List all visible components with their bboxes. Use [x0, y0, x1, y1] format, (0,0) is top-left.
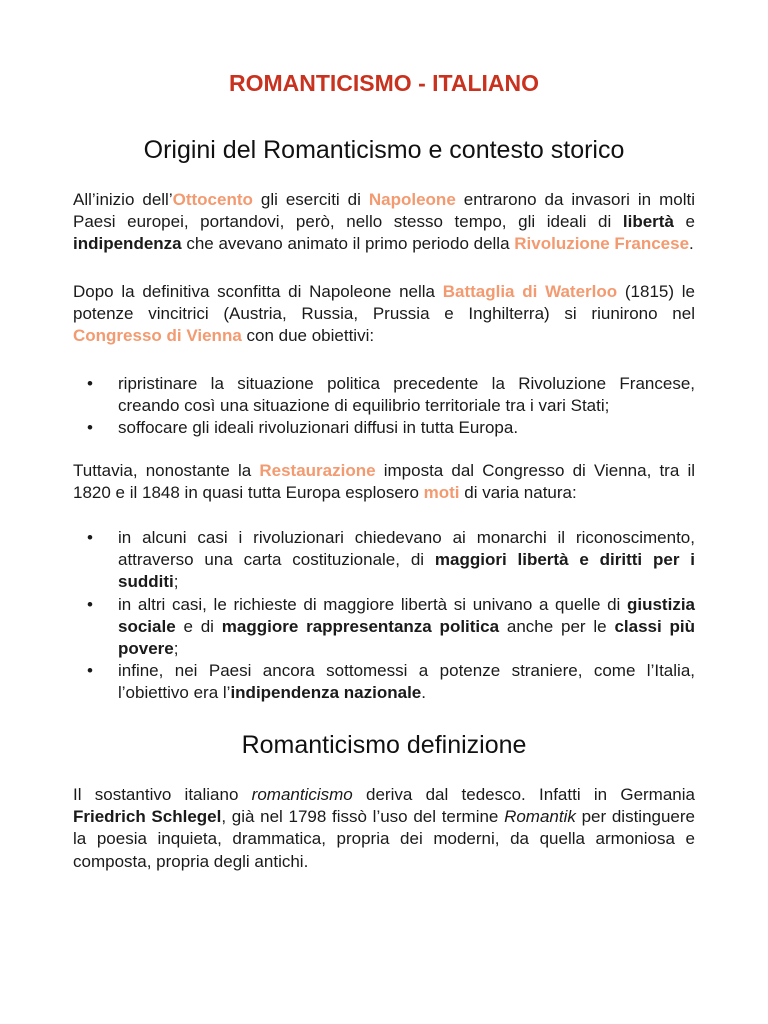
highlight-rivoluzione-francese: Rivoluzione Francese: [514, 234, 690, 254]
bold-liberta: libertà: [622, 212, 674, 232]
bold-rappresentanza-politica: maggiore rappresentanza politica: [221, 616, 500, 636]
bold-indipendenza: indipendenza: [73, 234, 182, 254]
bold-giustizia-sociale: giustizia sociale: [118, 594, 695, 636]
page-title: ROMANTICISMO - ITALIANO: [228, 70, 540, 96]
bold-classi-piu-povere: classi più povere: [118, 616, 696, 659]
text-run: Il sostantivo italiano: [73, 785, 252, 804]
list-item: [73, 417, 695, 439]
text-run: , già nel 1798 fissò l’uso del termine: [221, 807, 505, 827]
text-run: di varia natura:: [459, 483, 577, 503]
bullet-icon: •: [87, 594, 93, 614]
bold-indipendenza-nazionale: indipendenza nazionale: [230, 683, 422, 703]
objectives-list: [73, 373, 695, 440]
moti-list: [73, 527, 695, 705]
bullet-icon: •: [87, 661, 93, 681]
text-run: entrarono da invasori in molti Paesi europei, portandovi, però, nello stesso tempo, gli ideali di: [73, 190, 696, 232]
paragraph-definizione: [73, 784, 695, 873]
text-run: gli eserciti di: [252, 190, 369, 209]
bullet-icon: •: [87, 374, 93, 393]
highlight-napoleone: Napoleone: [368, 190, 456, 209]
text-run: e: [673, 212, 695, 232]
text-run: Dopo la definitiva sconfitta di Napoleone nella: [73, 282, 443, 301]
text-run: .: [421, 683, 426, 703]
text-run: in alcuni casi i rivoluzionari chiedevano ai monarchi il riconoscimento, attraverso una carta costituzionale, di: [118, 528, 695, 570]
text-run: .: [689, 234, 694, 254]
highlight-restaurazione: Restaurazione: [259, 461, 376, 480]
paragraph-waterloo: [73, 281, 695, 348]
bullet-icon: •: [87, 418, 93, 438]
list-item: [73, 527, 695, 594]
highlight-battaglia-di-waterloo: Battaglia di Waterloo: [442, 282, 618, 301]
list-item: [73, 660, 695, 704]
bold-maggiori-liberta: maggiori libertà e diritti per i sudditi: [118, 550, 695, 592]
paragraph-restaurazione: [73, 460, 695, 504]
list-item-text: soffocare gli ideali rivoluzionari diffusi in tutta Europa.: [118, 418, 519, 438]
text-run: e di: [175, 616, 222, 636]
highlight-moti: moti: [423, 483, 460, 503]
section-heading-origini: Origini del Romanticismo e contesto storico: [143, 136, 625, 164]
text-run: con due obiettivi:: [241, 326, 375, 346]
bullet-icon: •: [87, 528, 93, 547]
text-run: per distinguere la poesia inquieta, drammatica, propria dei moderni, da quella armoniosa e composta, propria degli antichi.: [73, 807, 696, 871]
list-item: [73, 594, 695, 661]
text-run: infine, nei Paesi ancora sottomessi a potenze straniere, come l’Italia, l’obiettivo era l’: [118, 661, 695, 703]
bold-friedrich-schlegel: Friedrich Schlegel: [73, 807, 222, 827]
text-run: che avevano animato il primo periodo della: [181, 234, 515, 254]
text-run: ;: [173, 639, 179, 659]
text-run: in altri casi, le richieste di maggiore libertà si univano a quelle di: [118, 594, 627, 614]
text-run: ;: [173, 572, 179, 592]
section-heading-definizione: Romanticismo definizione: [241, 731, 527, 759]
list-item: [73, 373, 695, 417]
text-run: (1815) le potenze vincitrici (Austria, Russia, Prussia e Inghilterra) si riunirono nel: [73, 282, 695, 324]
list-item-text: ripristinare la situazione politica precedente la Rivoluzione Francese, creando così una situazione di equilibrio territoriale tra i vari Stati;: [118, 374, 695, 416]
italic-romantik: Romantik: [504, 807, 576, 827]
italic-romanticismo: romanticismo: [251, 785, 353, 804]
text-run: deriva dal tedesco. Infatti in Germania: [352, 785, 695, 804]
highlight-congresso-di-vienna: Congresso di Vienna: [73, 326, 242, 346]
text-run: Tuttavia, nonostante la: [73, 461, 260, 480]
text-run: anche per le: [499, 616, 615, 636]
paragraph-ottocento: [73, 189, 695, 256]
text-run: imposta dal Congresso di Vienna, tra il 1820 e il 1848 in quasi tutta Europa esplosero: [73, 461, 696, 503]
text-run: All’inizio dell’: [73, 190, 173, 209]
highlight-ottocento: Ottocento: [172, 190, 253, 209]
